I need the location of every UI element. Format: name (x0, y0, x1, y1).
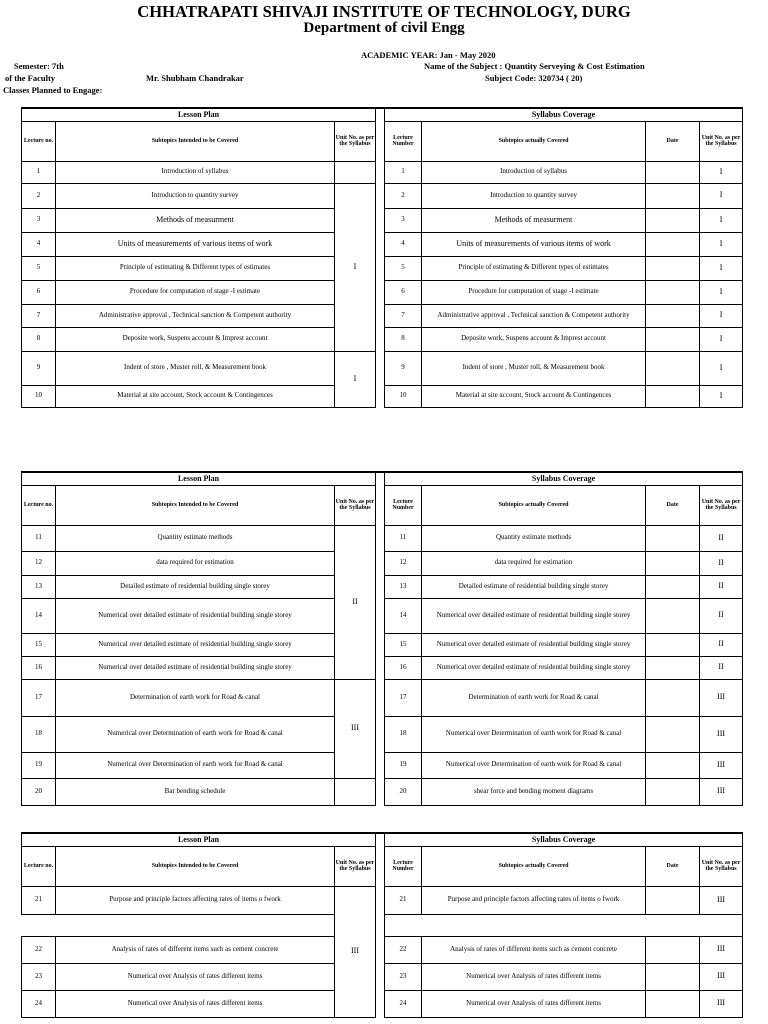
gap-cell (22, 914, 335, 936)
spacer-cell (376, 752, 385, 778)
unit-cell: III (700, 752, 743, 778)
lecture-no: 13 (22, 575, 56, 598)
lecture-number: 22 (385, 936, 422, 963)
col-date: Date (646, 846, 700, 886)
col-date: Date (646, 121, 700, 161)
col-lecture-no: Lecture no. (22, 846, 56, 886)
date-cell (646, 936, 700, 963)
unit-group-cell: II (335, 525, 376, 679)
unit-group-cell: III (335, 886, 376, 1017)
lecture-row (22, 936, 743, 963)
spacer-cell (376, 846, 385, 886)
lecture-row (22, 256, 743, 280)
lecture-row (22, 656, 743, 679)
spacer-cell (376, 108, 385, 121)
lecture-number: 10 (385, 385, 422, 407)
col-unit-no-coverage: Unit No. as per the Syllabus (700, 485, 743, 525)
lecture-row (22, 525, 743, 551)
spacer-cell (376, 833, 385, 846)
unit-cell: II (700, 551, 743, 575)
subtopic-intended: Determination of earth work for Road & canal (56, 679, 335, 716)
lesson-plan-caption: Lesson Plan (22, 833, 376, 846)
date-cell (646, 551, 700, 575)
subtopic-intended: Material at site account, Stock account & Contingences (56, 385, 335, 407)
lecture-number: 19 (385, 752, 422, 778)
subtopic-actual: Quantity estimate methods (422, 525, 646, 551)
lesson-plan-caption: Lesson Plan (22, 472, 376, 485)
col-lecture-no: Lecture no. (22, 121, 56, 161)
lecture-row (22, 385, 743, 407)
subtopic-actual: Numerical over detailed estimate of residential building single storey (422, 656, 646, 679)
spacer-cell (376, 385, 385, 407)
table-caption-row (22, 833, 743, 846)
table-caption-row (22, 472, 743, 485)
spacer-cell (376, 598, 385, 633)
date-cell (646, 752, 700, 778)
subtopic-actual: Procedure for computation of stage -I estimate (422, 280, 646, 304)
subtopic-actual: Indent of store , Muster roll, & Measurement book (422, 351, 646, 385)
unit-cell: II (700, 633, 743, 656)
unit-cell: I (700, 183, 743, 208)
col-lecture-number: Lecture Number (385, 121, 422, 161)
lecture-number: 14 (385, 598, 422, 633)
lecture-number: 9 (385, 351, 422, 385)
subject-name: Name of the Subject : Quantity Serveying & Cost Estimation (424, 61, 645, 71)
date-cell (646, 575, 700, 598)
lecture-number: 20 (385, 778, 422, 805)
lecture-no: 22 (22, 936, 56, 963)
subtopic-intended: Numerical over detailed estimate of residential building single storey (56, 656, 335, 679)
unit-cell: III (700, 963, 743, 990)
lecture-row (22, 304, 743, 327)
spacer-cell (376, 208, 385, 232)
col-lecture-number: Lecture Number (385, 846, 422, 886)
subtopic-actual: Numerical over Analysis of rates different items (422, 963, 646, 990)
lecture-number: 12 (385, 551, 422, 575)
subtopic-intended: Indent of store , Muster roll, & Measurement book (56, 351, 335, 385)
lecture-row (22, 886, 743, 914)
subtopic-actual: data required for estimation (422, 551, 646, 575)
faculty-name: Mr. Shubham Chandrakar (146, 73, 244, 83)
col-subtopics-intended: Subtopics Intended to be Covered (56, 121, 335, 161)
subtopic-actual: shear force and bending moment diagrams (422, 778, 646, 805)
subtopic-actual: Determination of earth work for Road & canal (422, 679, 646, 716)
subtopic-intended: Procedure for computation of stage -I estimate (56, 280, 335, 304)
subtopic-actual: Introduction to quantity survey (422, 183, 646, 208)
subtopic-intended: Numerical over Analysis of rates different items (56, 963, 335, 990)
lesson-plan-caption: Lesson Plan (22, 108, 376, 121)
lecture-number: 7 (385, 304, 422, 327)
semester: Semester: 7th (14, 61, 64, 71)
unit-cell: I (700, 385, 743, 407)
lecture-row (22, 679, 743, 716)
subtopic-intended: Deposite work, Suspens account & Imprest account (56, 327, 335, 351)
lecture-row (22, 598, 743, 633)
date-cell (646, 183, 700, 208)
lecture-number: 15 (385, 633, 422, 656)
spacer-cell (376, 656, 385, 679)
spacer-cell (376, 121, 385, 161)
unit-cell: I (700, 304, 743, 327)
column-header-row (22, 121, 743, 161)
lecture-number: 18 (385, 716, 422, 752)
spacer-cell (376, 778, 385, 805)
unit-cell: I (700, 280, 743, 304)
unit-cell: III (700, 936, 743, 963)
lecture-no: 2 (22, 183, 56, 208)
lecture-row (22, 963, 743, 990)
unit-cell: I (700, 208, 743, 232)
spacer-cell (376, 525, 385, 551)
lecture-row (22, 778, 743, 805)
col-subtopics-intended: Subtopics Intended to be Covered (56, 485, 335, 525)
subtopic-intended: Numerical over detailed estimate of residential building single storey (56, 633, 335, 656)
lecture-row (22, 232, 743, 256)
academic-year: ACADEMIC YEAR: Jan - May 2020 (361, 50, 496, 60)
lecture-row (22, 208, 743, 232)
lecture-no: 5 (22, 256, 56, 280)
unit-cell: II (700, 525, 743, 551)
lecture-no: 1 (22, 161, 56, 183)
col-unit-no-coverage: Unit No. as per the Syllabus (700, 846, 743, 886)
subtopic-actual: Numerical over Determination of earth work for Road & canal (422, 716, 646, 752)
date-cell (646, 598, 700, 633)
date-cell (646, 208, 700, 232)
institute-title: CHHATRAPATI SHIVAJI INSTITUTE OF TECHNOLOGY, DURG (137, 2, 631, 21)
syllabus-coverage-caption: Syllabus Coverage (385, 472, 743, 485)
spacer-cell (376, 963, 385, 990)
subtopic-intended: Bar bending schedule (56, 778, 335, 805)
gap-cell (385, 914, 743, 936)
subtopic-intended: Methods of measurment (56, 208, 335, 232)
spacer-cell (376, 161, 385, 183)
col-subtopics-actual: Subtopics actually Covered (422, 846, 646, 886)
lecture-number: 23 (385, 963, 422, 990)
col-unit-no: Unit No. as per the Syllabus (335, 846, 376, 886)
date-cell (646, 679, 700, 716)
subtopic-actual: Analysis of rates of different items such as cement concrete (422, 936, 646, 963)
unit-cell: III (700, 778, 743, 805)
lecture-row (22, 990, 743, 1017)
unit-cell: I (700, 327, 743, 351)
date-cell (646, 304, 700, 327)
spacer-cell (376, 327, 385, 351)
col-unit-no: Unit No. as per the Syllabus (335, 121, 376, 161)
date-cell (646, 256, 700, 280)
lecture-row (22, 183, 743, 208)
lecture-row (22, 327, 743, 351)
unit-cell: I (700, 161, 743, 183)
subject-code: Subject Code: 320734 ( 20) (485, 73, 583, 83)
lecture-number: 4 (385, 232, 422, 256)
department-title: Department of civil Engg (303, 20, 465, 36)
spacer-cell (376, 990, 385, 1017)
lecture-no: 10 (22, 385, 56, 407)
lecture-number: 8 (385, 327, 422, 351)
lecture-row (22, 633, 743, 656)
lecture-no: 12 (22, 551, 56, 575)
date-cell (646, 385, 700, 407)
lecture-no: 19 (22, 752, 56, 778)
col-subtopics-intended: Subtopics Intended to be Covered (56, 846, 335, 886)
col-date: Date (646, 485, 700, 525)
spacer-cell (376, 633, 385, 656)
spacer-cell (376, 936, 385, 963)
lecture-no: 21 (22, 886, 56, 914)
subtopic-actual: Numerical over detailed estimate of residential building single storey (422, 633, 646, 656)
spacer-cell (376, 351, 385, 385)
syllabus-coverage-caption: Syllabus Coverage (385, 833, 743, 846)
column-header-row (22, 485, 743, 525)
date-cell (646, 778, 700, 805)
subtopic-actual: Introduction of syllabus (422, 161, 646, 183)
unit-cell: I (700, 351, 743, 385)
spacer-cell (376, 256, 385, 280)
lecture-number: 11 (385, 525, 422, 551)
unit-cell: II (700, 656, 743, 679)
subtopic-intended: Numerical over Determination of earth work for Road & canal (56, 752, 335, 778)
date-cell (646, 990, 700, 1017)
lecture-number: 24 (385, 990, 422, 1017)
lecture-row (22, 161, 743, 183)
unit-cell: III (700, 679, 743, 716)
subtopic-intended: Units of measurements of various items of work (56, 232, 335, 256)
lecture-no: 9 (22, 351, 56, 385)
unit-group-cell: I (335, 183, 376, 351)
date-cell (646, 886, 700, 914)
subtopic-intended: Principle of estimating & Different types of estimates (56, 256, 335, 280)
subtopic-intended: Detailed estimate of residential building single storey (56, 575, 335, 598)
subtopic-actual: Administrative approval , Technical sanction & Competent authority (422, 304, 646, 327)
lecture-no: 17 (22, 679, 56, 716)
date-cell (646, 963, 700, 990)
spacer-cell (376, 886, 385, 914)
spacer-cell (376, 485, 385, 525)
table-caption-row (22, 108, 743, 121)
lecture-no: 6 (22, 280, 56, 304)
unit-group-cell: I (335, 351, 376, 407)
gap-row (22, 914, 743, 936)
lecture-no: 11 (22, 525, 56, 551)
date-cell (646, 525, 700, 551)
lecture-number: 17 (385, 679, 422, 716)
subtopic-actual: Numerical over Analysis of rates different items (422, 990, 646, 1017)
spacer-cell (376, 716, 385, 752)
lecture-row (22, 716, 743, 752)
lecture-number: 5 (385, 256, 422, 280)
subtopic-actual: Purpose and principle factors affecting rates of items o fwork (422, 886, 646, 914)
subtopic-actual: Principle of estimating & Different types of estimates (422, 256, 646, 280)
lecture-row (22, 551, 743, 575)
unit-cell: II (700, 575, 743, 598)
date-cell (646, 280, 700, 304)
lecture-row (22, 575, 743, 598)
spacer-cell (376, 679, 385, 716)
date-cell (646, 232, 700, 256)
col-lecture-number: Lecture Number (385, 485, 422, 525)
spacer-cell (376, 914, 385, 936)
lecture-no: 7 (22, 304, 56, 327)
subtopic-intended: Introduction of syllabus (56, 161, 335, 183)
faculty-label: of the Faculty (5, 73, 56, 83)
lecture-number: 6 (385, 280, 422, 304)
lecture-no: 16 (22, 656, 56, 679)
unit-cell: III (700, 716, 743, 752)
lecture-no: 4 (22, 232, 56, 256)
lecture-number: 2 (385, 183, 422, 208)
lesson-plan-table-3 (21, 832, 743, 1018)
lecture-no: 20 (22, 778, 56, 805)
subtopic-actual: Deposite work, Suspens account & Imprest account (422, 327, 646, 351)
lecture-row (22, 280, 743, 304)
subtopic-actual: Units of measurements of various items of work (422, 232, 646, 256)
subtopic-intended: Administrative approval , Technical sanction & Competent authority (56, 304, 335, 327)
subtopic-intended: Numerical over detailed estimate of residential building single storey (56, 598, 335, 633)
date-cell (646, 716, 700, 752)
col-subtopics-actual: Subtopics actually Covered (422, 121, 646, 161)
spacer-cell (376, 472, 385, 485)
subtopic-actual: Numerical over Determination of earth work for Road & canal (422, 752, 646, 778)
unit-cell: III (700, 990, 743, 1017)
subtopic-intended: data required for estimation (56, 551, 335, 575)
col-lecture-no: Lecture no. (22, 485, 56, 525)
lecture-no: 3 (22, 208, 56, 232)
lecture-row (22, 752, 743, 778)
lecture-no: 18 (22, 716, 56, 752)
subtopic-intended: Purpose and principle factors affecting rates of items o fwork (56, 886, 335, 914)
column-header-row (22, 846, 743, 886)
lecture-number: 13 (385, 575, 422, 598)
lecture-no: 15 (22, 633, 56, 656)
subtopic-intended: Numerical over Determination of earth work for Road & canal (56, 716, 335, 752)
subtopic-intended: Analysis of rates of different items such as cement concrete (56, 936, 335, 963)
spacer-cell (376, 232, 385, 256)
unit-cell-empty (335, 778, 376, 805)
lecture-number: 21 (385, 886, 422, 914)
date-cell (646, 351, 700, 385)
spacer-cell (376, 551, 385, 575)
unit-cell: I (700, 232, 743, 256)
subtopic-actual: Numerical over detailed estimate of residential building single storey (422, 598, 646, 633)
unit-cell: III (700, 886, 743, 914)
spacer-cell (376, 304, 385, 327)
lecture-no: 23 (22, 963, 56, 990)
lecture-no: 8 (22, 327, 56, 351)
unit-group-cell: III (335, 679, 376, 778)
date-cell (646, 656, 700, 679)
date-cell (646, 161, 700, 183)
unit-cell: I (700, 256, 743, 280)
classes-planned-label: Classes Planned to Engage: (3, 85, 103, 95)
lesson-plan-table-1 (21, 107, 743, 408)
subtopic-intended: Quantity estimate methods (56, 525, 335, 551)
lecture-number: 1 (385, 161, 422, 183)
subtopic-actual: Material at site account, Stock account & Contingences (422, 385, 646, 407)
unit-cell: II (700, 598, 743, 633)
spacer-cell (376, 183, 385, 208)
lecture-number: 16 (385, 656, 422, 679)
unit-cell-empty (335, 161, 376, 183)
col-unit-no-coverage: Unit No. as per the Syllabus (700, 121, 743, 161)
col-unit-no: Unit No. as per the Syllabus (335, 485, 376, 525)
syllabus-coverage-caption: Syllabus Coverage (385, 108, 743, 121)
spacer-cell (376, 280, 385, 304)
subtopic-actual: Detailed estimate of residential building single storey (422, 575, 646, 598)
lecture-no: 24 (22, 990, 56, 1017)
spacer-cell (376, 575, 385, 598)
date-cell (646, 327, 700, 351)
col-subtopics-actual: Subtopics actually Covered (422, 485, 646, 525)
subtopic-actual: Methods of measurment (422, 208, 646, 232)
lecture-row (22, 351, 743, 385)
date-cell (646, 633, 700, 656)
lecture-number: 3 (385, 208, 422, 232)
lecture-no: 14 (22, 598, 56, 633)
subtopic-intended: Numerical over Analysis of rates different items (56, 990, 335, 1017)
lesson-plan-table-2 (21, 471, 743, 806)
subtopic-intended: Introduction to quantity survey (56, 183, 335, 208)
